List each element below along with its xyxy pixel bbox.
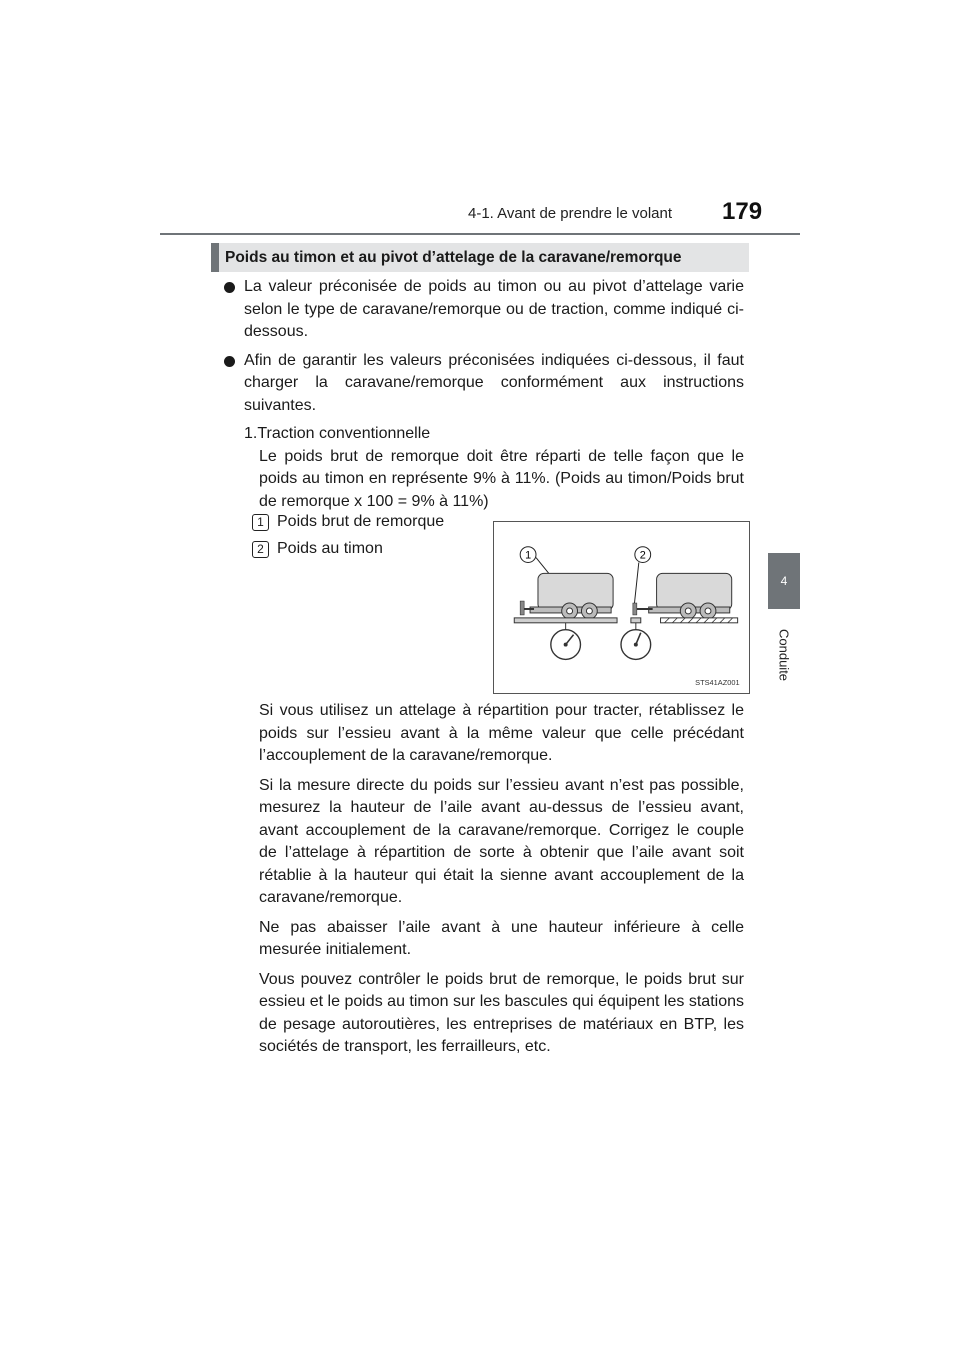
bullet-icon — [224, 356, 235, 367]
paragraph: Si vous utilisez un attelage à répartition pour tracter, rétablissez le poids sur l’essieu avant à la même valeur que celle précédant l’accouplement de la caravane/remorque. — [259, 702, 744, 764]
legend-item — [252, 513, 444, 531]
page-number: 179 — [722, 198, 763, 225]
step-body: Le poids brut de remorque doit être réparti de telle façon que le poids au timon en représente 9% à 11%. (Poids au timon/Poids brut de remorque x 100 = 9% à 11%) — [259, 447, 744, 510]
callout-2-label: 2 — [639, 549, 646, 562]
legend-item — [252, 540, 383, 558]
section-title: Poids au timon et au pivot d’attelage de la caravane/remorque — [211, 243, 749, 272]
bullet-text: Afin de garantir les valeurs préconisées indiquées ci-dessous, il faut charger la caravane/remorque conformément aux instructions suivantes. — [244, 351, 744, 414]
chapter-label: Conduite — [776, 628, 792, 682]
header-section-title: 4-1. Avant de prendre le volant — [468, 205, 673, 222]
trailer-on-scale-left — [514, 573, 617, 659]
chapter-tab: 4 — [768, 553, 800, 609]
step-title: 1.Traction conventionnelle — [244, 425, 431, 442]
trailer-weight-illustration — [493, 521, 750, 694]
paragraph: Vous pouvez contrôler le poids brut de remorque, le poids brut sur essieu et le poids au timon sur les bascules qui équipent les stations de pesage autoroutières, les entreprises de matériaux en BTP, les sociétés de transport, les ferrailleurs, etc. — [259, 970, 744, 1055]
callout-1 — [520, 547, 536, 563]
legend-label: Poids brut de remorque — [277, 513, 445, 530]
trailer-tongue-on-scale-right — [621, 573, 738, 659]
paragraph: Si la mesure directe du poids sur l’essieu avant n’est pas possible, mesurez la hauteur de l’aile avant au-dessus de l’essieu avant, avant accouplement de la caravane/remorque. Corrigez le couple de l’attelage à répartition de sorte à obtenir que l’aile avant soit rétablie à la hauteur qui était la sienne avant accouplement de la caravane/remorque. — [259, 776, 744, 906]
callout-number-icon: 2 — [252, 541, 269, 558]
figure-code: STS41AZ001 — [695, 678, 740, 688]
main-content — [222, 276, 744, 513]
legend-label: Poids au timon — [277, 540, 383, 557]
callout-2 — [635, 547, 651, 563]
callout-1-label: 1 — [525, 549, 532, 562]
callout-number-icon: 1 — [252, 514, 269, 531]
header-divider — [160, 233, 800, 235]
explanation-paragraphs — [259, 700, 744, 1066]
bullet-item — [222, 350, 744, 418]
bullet-text: La valeur préconisée de poids au timon ou au pivot d’attelage varie selon le type de caravane/remorque ou de traction, comme indiqué ci-dessous. — [244, 278, 744, 340]
paragraph: Ne pas abaisser l’aile avant à une hauteur inférieure à celle mesurée initialement. — [259, 918, 744, 958]
bullet-item — [222, 276, 744, 344]
bullet-icon — [224, 282, 235, 293]
